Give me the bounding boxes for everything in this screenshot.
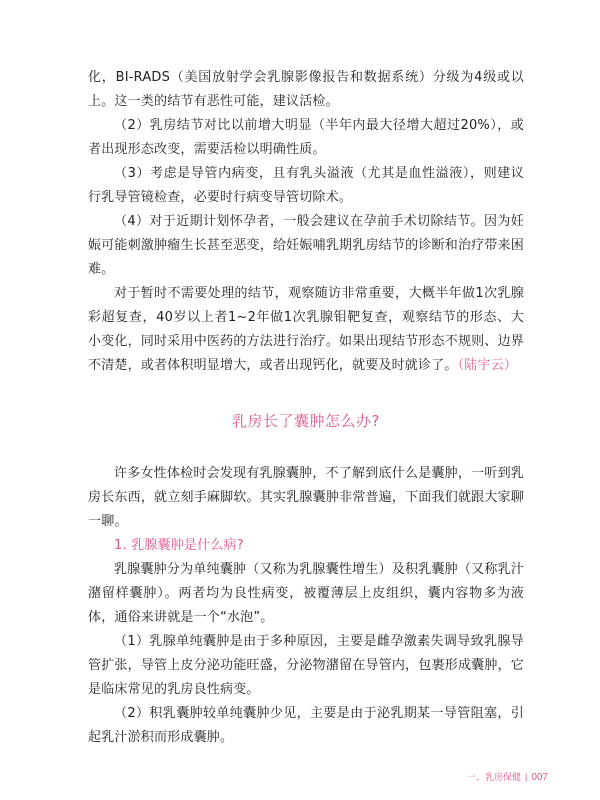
paragraph-item-3: （3）考虑是导管内病变，且有乳头溢液（尤其是血性溢液），则建议行乳导管镜检查，必要时行病变导管切除术。 — [88, 166, 524, 205]
paragraph-definition: 乳腺囊肿分为单纯囊肿（又称为乳腺囊性增生）及积乳囊肿（又称乳汁潴留样囊肿）。两者均为良性病变，被覆薄层上皮组织，囊内容物多为液体，通俗来讲就是一个“水泡”。 — [88, 562, 524, 625]
footer-section: 一、乳房保健 — [466, 772, 521, 782]
paragraph-milk-cyst: （2）积乳囊肿较单纯囊肿少见，主要是由于泌乳期某一导管阻塞，引起乳汁淤积而形成囊肿。 — [88, 706, 524, 745]
subheading: 1. 乳腺囊肿是什么病? — [114, 538, 244, 553]
page-body — [88, 66, 524, 750]
page-number: 007 — [531, 772, 548, 783]
paragraph-item-4: （4）对于近期计划怀孕者，一般会建议在孕前手术切除结节。因为妊娠可能刺激肿瘤生长甚至恶变，给妊娠哺乳期乳房结节的诊断和治疗带来困难。 — [88, 214, 524, 277]
paragraph-continued: 化，BI-RADS（美国放射学会乳腺影像报告和数据系统）分级为4级或以上。这一类的结节有恶性可能，建议活检。 — [88, 70, 524, 109]
paragraph-intro: 许多女性体检时会发现有乳腺囊肿，不了解到底什么是囊肿，一听到乳房长东西，就立刻手麻脚软。其实乳腺囊肿非常普遍，下面我们就跟大家聊一聊。 — [88, 466, 524, 529]
page-footer — [424, 770, 548, 783]
footer-separator: | — [524, 772, 528, 782]
paragraph-follow-up-text: 对于暂时不需要处理的结节，观察随访非常重要，大概半年做1次乳腺彩超复查，40岁以上者1~2年做1次乳腺钼靶复查，观察结节的形态、大小变化，同时采用中医药的方法进行治疗。如果出现结节形态不规则、边界不清楚，或者体积明显增大，或者出现钙化，就要及时就诊了。 — [88, 286, 524, 373]
paragraph-follow-up — [88, 282, 524, 378]
paragraph-item-2: （2）乳房结节对比以前增大明显（半年内最大径增大超过20%），或者出现形态改变，需要活检以明确性质。 — [88, 118, 524, 157]
author-credit: （陆宇云） — [457, 358, 518, 373]
paragraph-simple-cyst: （1）乳腺单纯囊肿是由于多种原因，主要是雌孕激素失调导致乳腺导管扩张，导管上皮分泌功能旺盛，分泌物潴留在导管内，包裹形成囊肿，它是临床常见的乳房良性病变。 — [88, 634, 524, 697]
section-title: 乳房长了囊肿怎么办? — [232, 412, 380, 430]
